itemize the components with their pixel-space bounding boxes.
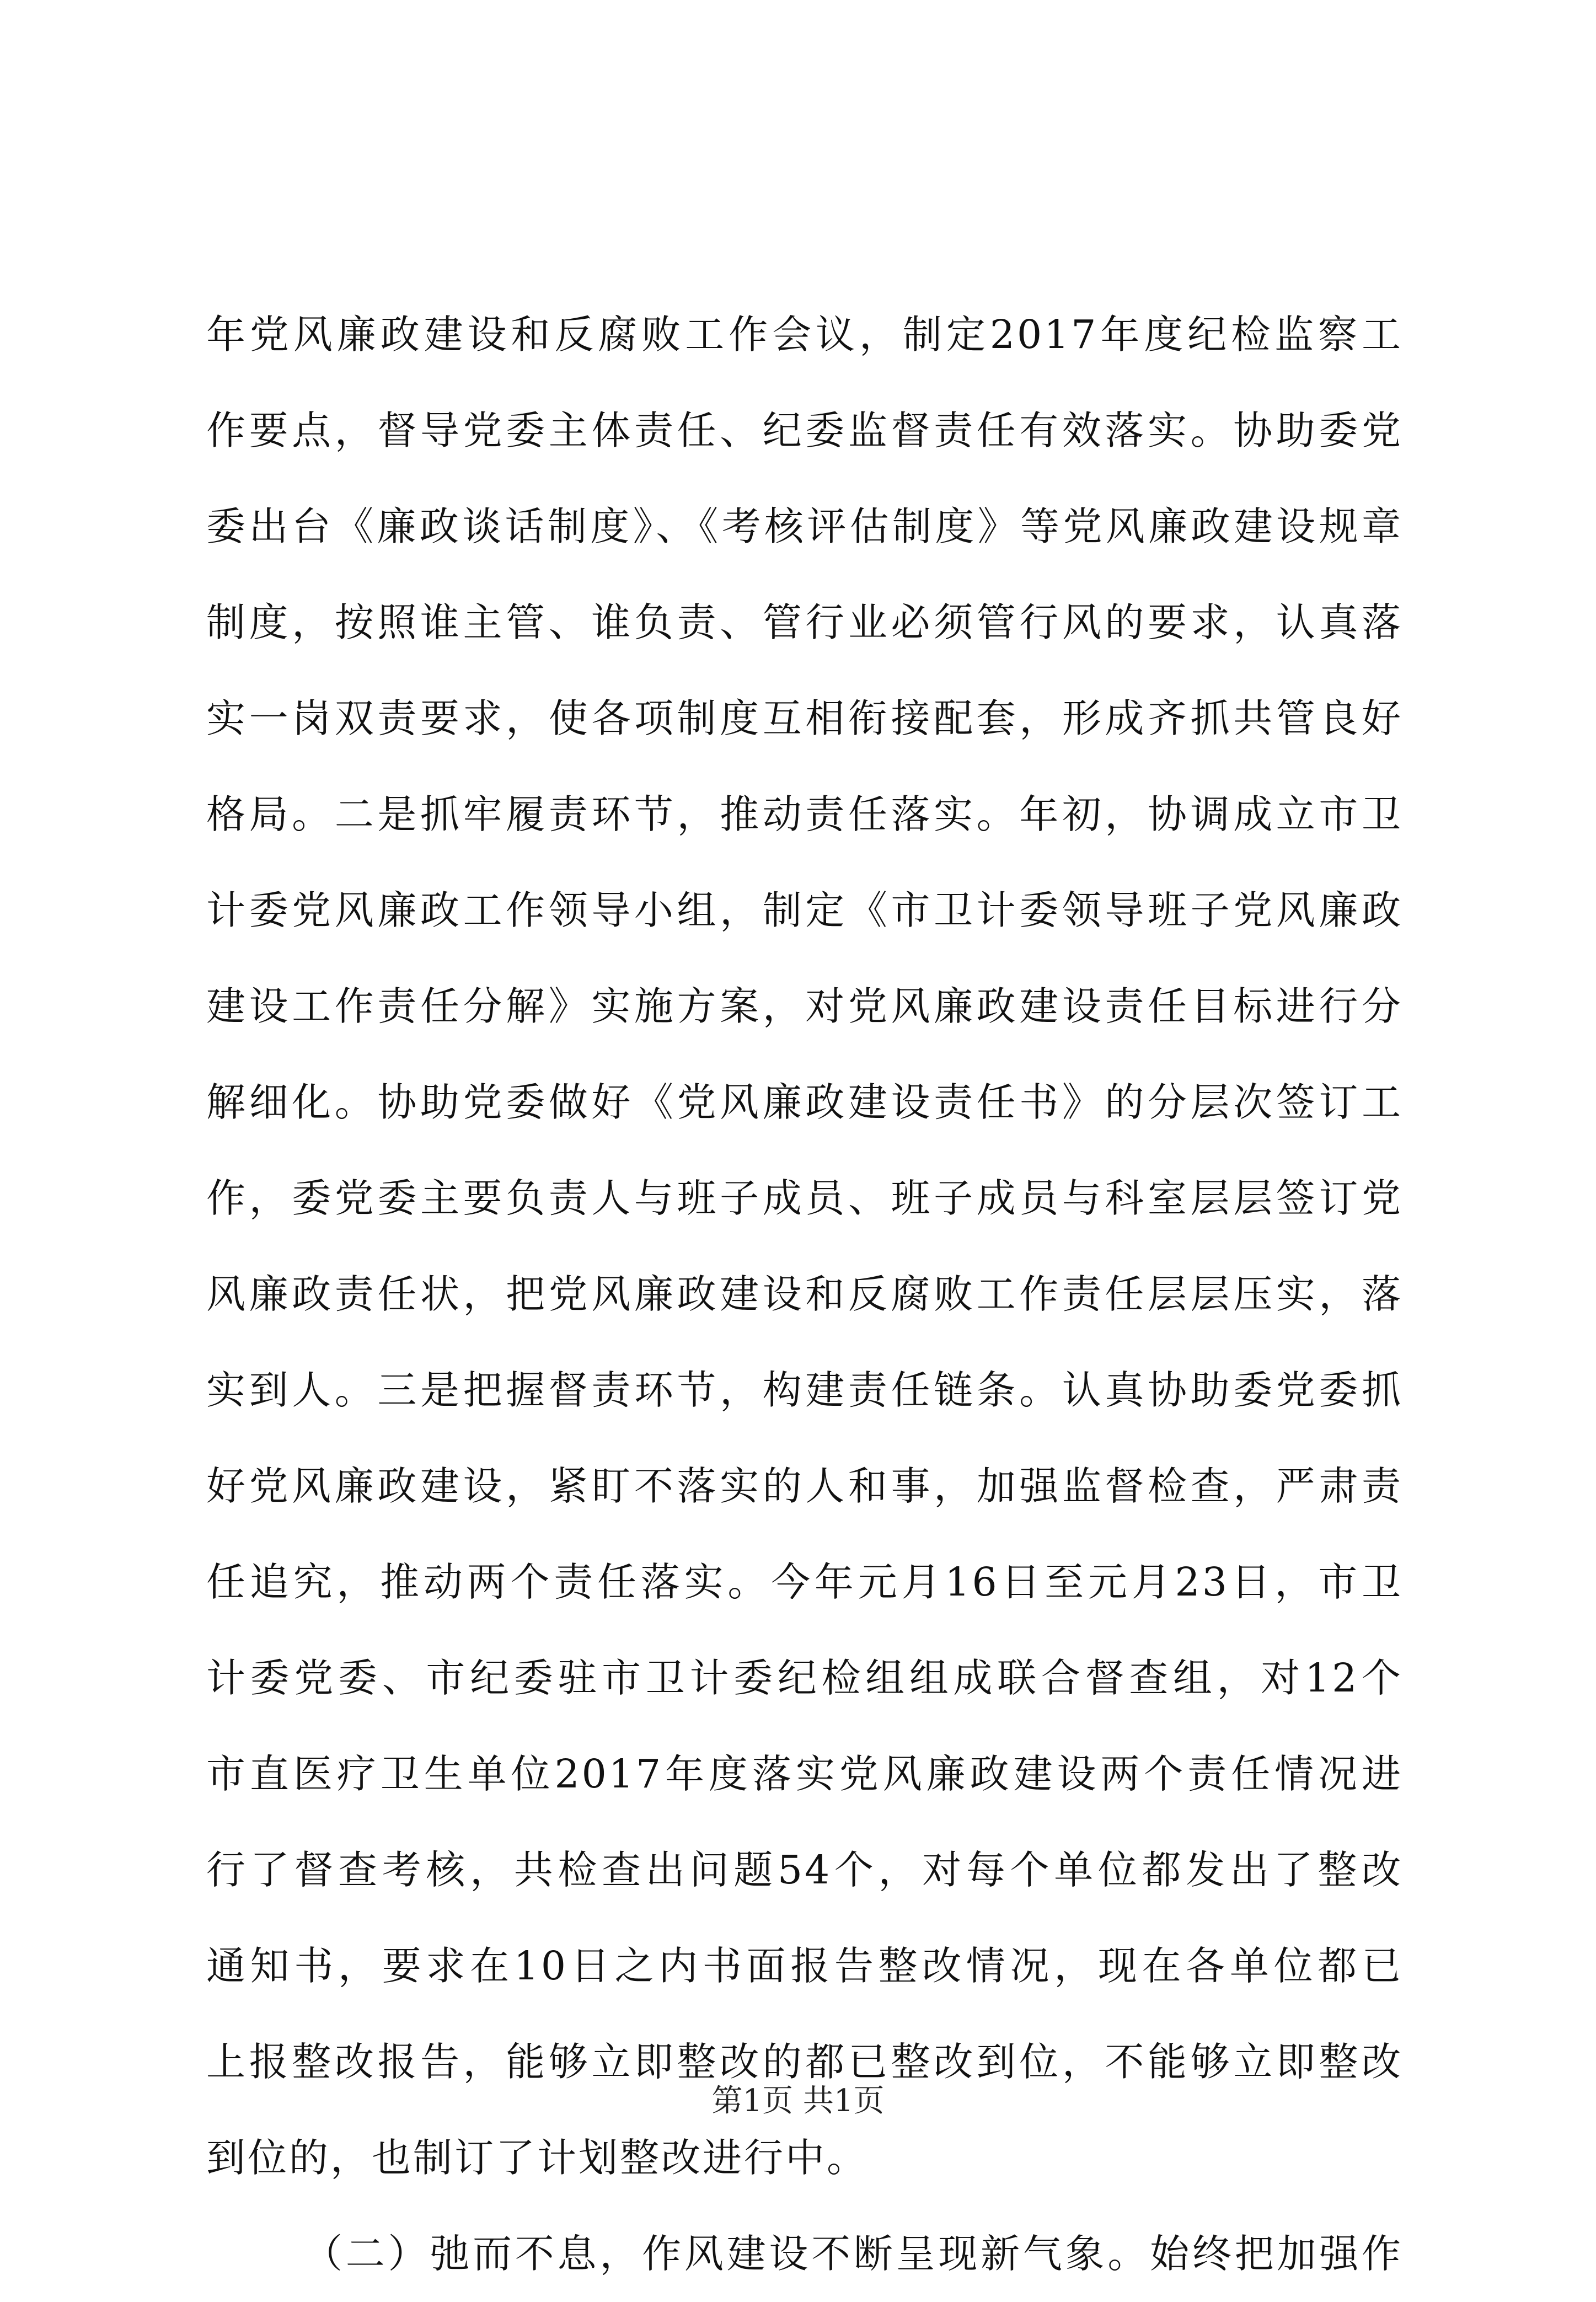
paragraph-line-8: 建设工作责任分解》实施方案，对党风廉政建设责任目标进行分 (206, 983, 1403, 1029)
paragraph-line-7: 计委党风廉政工作领导小组，制定《市卫计委领导班子党风廉政 (206, 887, 1403, 933)
paragraph-line-2: 作要点，督导党委主体责任、纪委监督责任有效落实。协助委党 (206, 408, 1403, 453)
paragraph-line-4: 制度，按照谁主管、谁负责、管行业必须管行风的要求，认真落 (206, 599, 1403, 645)
paragraph-line-11: 风廉政责任状，把党风廉政建设和反腐败工作责任层层压实，落 (206, 1271, 1403, 1317)
page-number-footer: 第1页 共1页 (711, 2083, 885, 2119)
paragraph-line-15: 计委党委、市纪委驻市卫计委纪检组组成联合督查组，对12个 (206, 1655, 1403, 1701)
paragraph-line-16: 市直医疗卫生单位2017年度落实党风廉政建设两个责任情况进 (206, 1751, 1403, 1797)
paragraph-line-13: 好党风廉政建设，紧盯不落实的人和事，加强监督检查，严肃责 (206, 1463, 1403, 1509)
paragraph-line-18: 通知书，要求在10日之内书面报告整改情况，现在各单位都已 (206, 1943, 1403, 1989)
paragraph-line-9: 解细化。协助党委做好《党风廉政建设责任书》的分层次签订工 (206, 1079, 1403, 1125)
paragraph-line-19: 上报整改报告，能够立即整改的都已整改到位，不能够立即整改 (206, 2039, 1403, 2085)
paragraph-line-5: 实一岗双责要求，使各项制度互相衔接配套，形成齐抓共管良好 (206, 695, 1403, 741)
paragraph-line-10: 作，委党委主要负责人与班子成员、班子成员与科室层层签订党 (206, 1175, 1403, 1221)
paragraph-line-1: 年党风廉政建设和反腐败工作会议，制定2017年度纪检监察工 (206, 312, 1403, 357)
document-body (206, 287, 1403, 2302)
paragraph-line-14: 任追究，推动两个责任落实。今年元月16日至元月23日，市卫 (206, 1559, 1403, 1605)
paragraph-line-12: 实到人。三是把握督责环节，构建责任链条。认真协助委党委抓 (206, 1367, 1403, 1413)
paragraph-line-6: 格局。二是抓牢履责环节，推动责任落实。年初，协调成立市卫 (206, 791, 1403, 837)
paragraph-line-3: 委出台《廉政谈话制度》、《考核评估制度》等党风廉政建设规章 (206, 504, 1403, 549)
paragraph-line-20: 到位的，也制订了计划整改进行中。 (206, 2135, 869, 2181)
paragraph-line-17: 行了督查考核，共检查出问题54个，对每个单位都发出了整改 (206, 1847, 1403, 1893)
section-heading-line: （二）弛而不息，作风建设不断呈现新气象。始终把加强作 (303, 2231, 1403, 2277)
